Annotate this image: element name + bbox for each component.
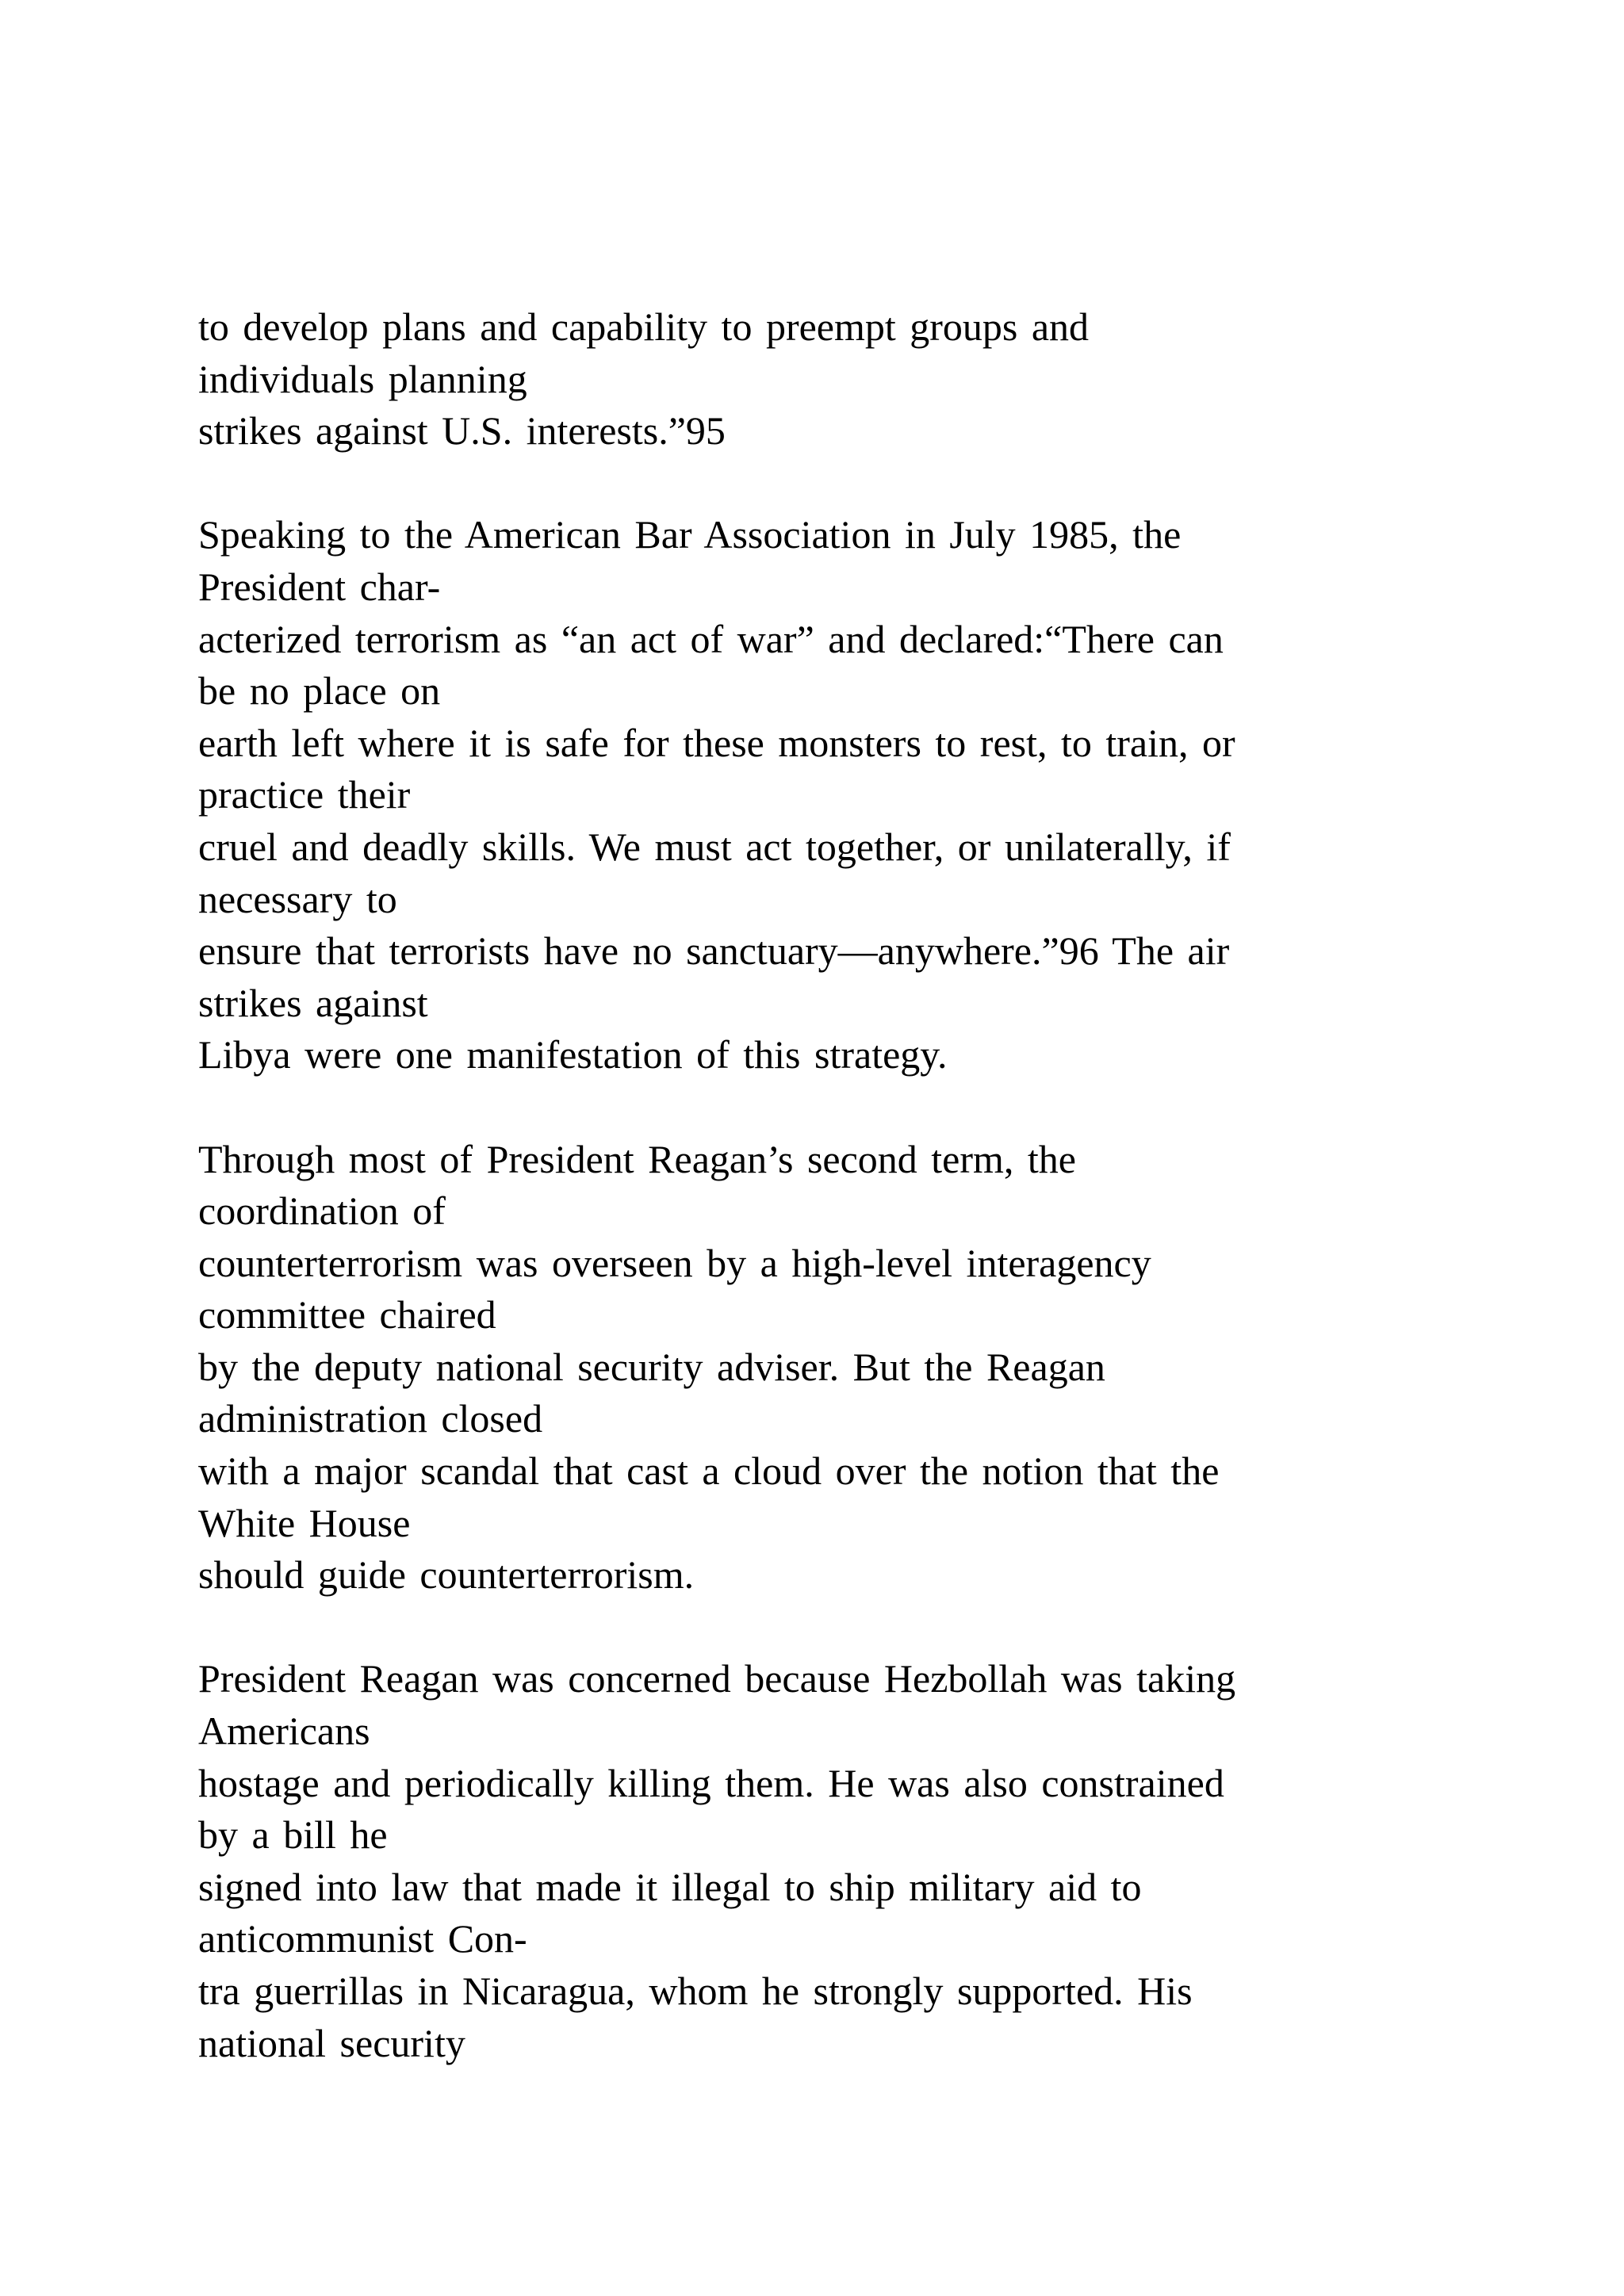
text-line: necessary to	[198, 876, 397, 921]
text-line: acterized terrorism as “an act of war” and declared:“There can	[198, 616, 1224, 661]
text-line: cruel and deadly skills. We must act together, or unilaterally, if	[198, 824, 1231, 869]
text-line: hostage and periodically killing them. He was also constrained	[198, 1760, 1224, 1805]
text-line: Libya were one manifestation of this strategy.	[198, 1032, 948, 1077]
text-line: President Reagan was concerned because Hezbollah was taking	[198, 1656, 1236, 1701]
text-line: tra guerrillas in Nicaragua, whom he strongly supported. His	[198, 1969, 1193, 2013]
paragraph-2	[198, 509, 1562, 1081]
text-line: to develop plans and capability to preempt groups and	[198, 304, 1090, 349]
paragraph-1	[198, 301, 1562, 457]
text-line: strikes against U.S. interests.”95	[198, 408, 726, 453]
text-line: White House	[198, 1500, 411, 1545]
text-line: administration closed	[198, 1396, 543, 1441]
paragraph-4	[198, 1653, 1562, 2069]
text-line: by the deputy national security adviser. But the Reagan	[198, 1344, 1105, 1389]
text-line: by a bill he	[198, 1812, 388, 1858]
text-line: be no place on	[198, 668, 441, 714]
text-line: anticommunist Con-	[198, 1916, 527, 1961]
text-line: committee chaired	[198, 1292, 496, 1337]
text-line: signed into law that made it illegal to ship military aid to	[198, 1864, 1142, 1909]
text-line: counterterrorism was overseen by a high-level interagency	[198, 1240, 1151, 1285]
text-line: practice their	[198, 772, 411, 817]
text-line: with a major scandal that cast a cloud over the notion that the	[198, 1448, 1220, 1494]
text-line: individuals planning	[198, 356, 527, 401]
paragraph-3	[198, 1134, 1562, 1601]
text-line: coordination of	[198, 1188, 446, 1234]
text-line: Americans	[198, 1709, 370, 1754]
text-line: strikes against	[198, 980, 428, 1025]
body-text	[198, 301, 1562, 2122]
text-line: national security	[198, 2020, 465, 2065]
text-line: ensure that terrorists have no sanctuary—anywhere.”96 The air	[198, 928, 1230, 974]
text-line: should guide counterterrorism.	[198, 1552, 695, 1598]
text-line: President char-	[198, 564, 441, 609]
text-line: earth left where it is safe for these monsters to rest, to train, or	[198, 720, 1235, 765]
text-line: Through most of President Reagan’s second term, the	[198, 1136, 1076, 1181]
text-line: Speaking to the American Bar Association in July 1985, the	[198, 512, 1182, 557]
